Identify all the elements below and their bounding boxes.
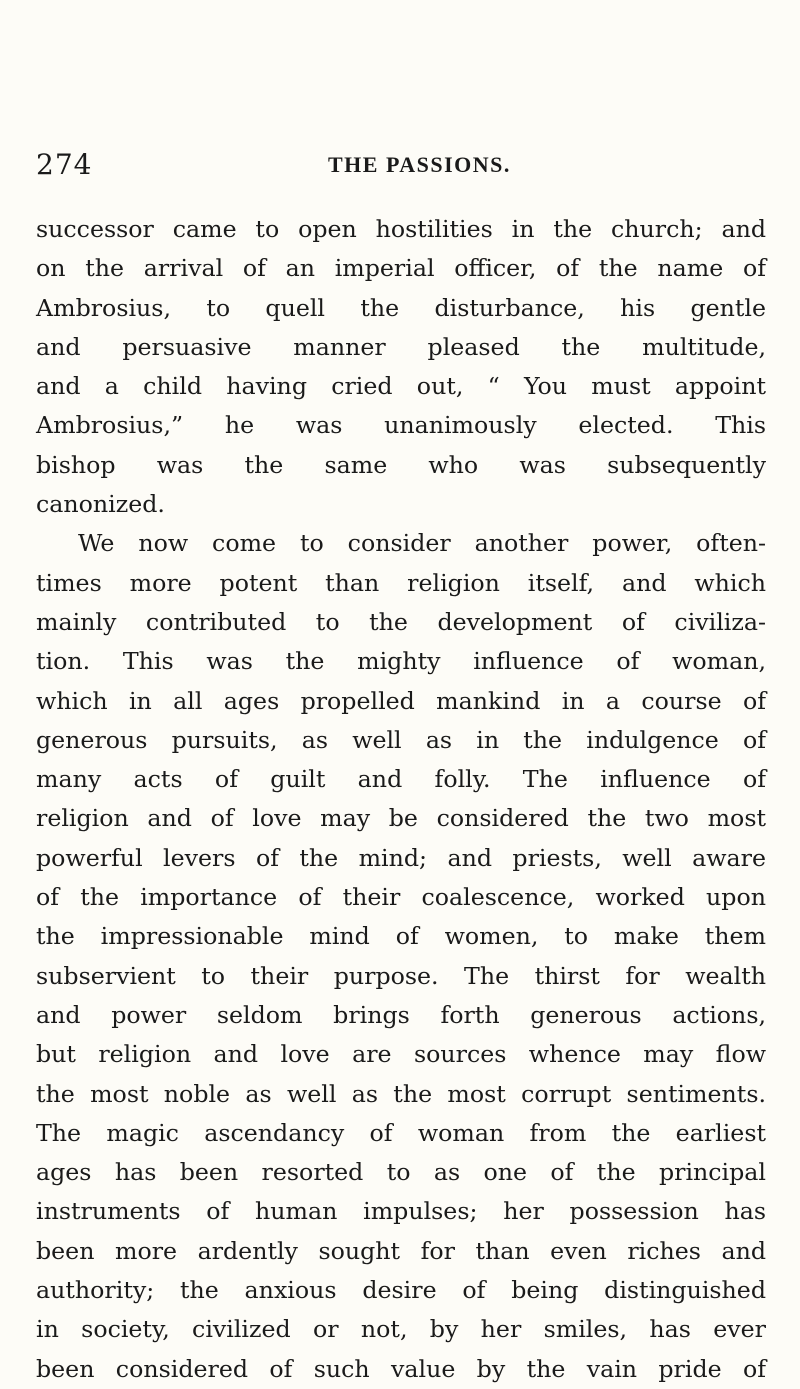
page-header: [36, 148, 736, 188]
text-line: been more ardently sought for than even riches and: [36, 1236, 766, 1265]
page-number: 274: [36, 148, 93, 181]
text-line: successor came to open hostilities in the church; and: [36, 215, 766, 243]
text-line: generous pursuits, as well as in the indulgence of: [36, 725, 766, 754]
text-line: on the arrival of an imperial officer, of the name of: [36, 254, 766, 283]
text-line: The magic ascendancy of woman from the earliest: [36, 1118, 766, 1147]
text-line: tion. This was the mighty influence of woman,: [36, 647, 766, 676]
text-line: Ambrosius,” he was unanimously elected. This: [36, 411, 766, 440]
paragraph-1: [36, 210, 766, 524]
text-line: of the importance of their coalescence, worked upon: [36, 883, 766, 912]
text-line: We now come to consider another power, often-: [78, 529, 766, 558]
text-line: Ambrosius, to quell the disturbance, his gentle: [36, 293, 766, 322]
body-text: [36, 210, 766, 1389]
text-line: been considered of such value by the vain pride of: [36, 1354, 766, 1383]
paragraph-2: [36, 524, 766, 1389]
text-line: but religion and love are sources whence may flow: [36, 1040, 766, 1069]
text-line: ages has been resorted to as one of the principal: [36, 1158, 766, 1187]
text-line: mainly contributed to the development of civiliza-: [36, 607, 766, 636]
text-line: and power seldom brings forth generous actions,: [36, 1000, 766, 1029]
running-title: THE PASSIONS.: [328, 152, 511, 177]
text-line: the impressionable mind of women, to make them: [36, 922, 766, 951]
text-line: in society, civilized or not, by her smiles, has ever: [36, 1315, 766, 1344]
text-line: powerful levers of the mind; and priests, well aware: [36, 843, 766, 872]
text-line: which in all ages propelled mankind in a course of: [36, 686, 766, 715]
text-line: and persuasive manner pleased the multitude,: [36, 332, 766, 361]
text-line: times more potent than religion itself, and which: [36, 568, 766, 597]
text-line: canonized.: [36, 490, 165, 519]
text-line: many acts of guilt and folly. The influence of: [36, 765, 766, 794]
text-line: authority; the anxious desire of being distinguished: [36, 1276, 766, 1305]
text-line: and a child having cried out, “ You must appoint: [36, 372, 766, 401]
text-line: the most noble as well as the most corrupt sentiments.: [36, 1079, 766, 1108]
text-line: subservient to their purpose. The thirst for wealth: [36, 961, 766, 990]
text-line: religion and of love may be considered the two most: [36, 804, 766, 833]
text-line: bishop was the same who was subsequently: [36, 450, 766, 479]
text-line: instruments of human impulses; her possession has: [36, 1197, 766, 1226]
